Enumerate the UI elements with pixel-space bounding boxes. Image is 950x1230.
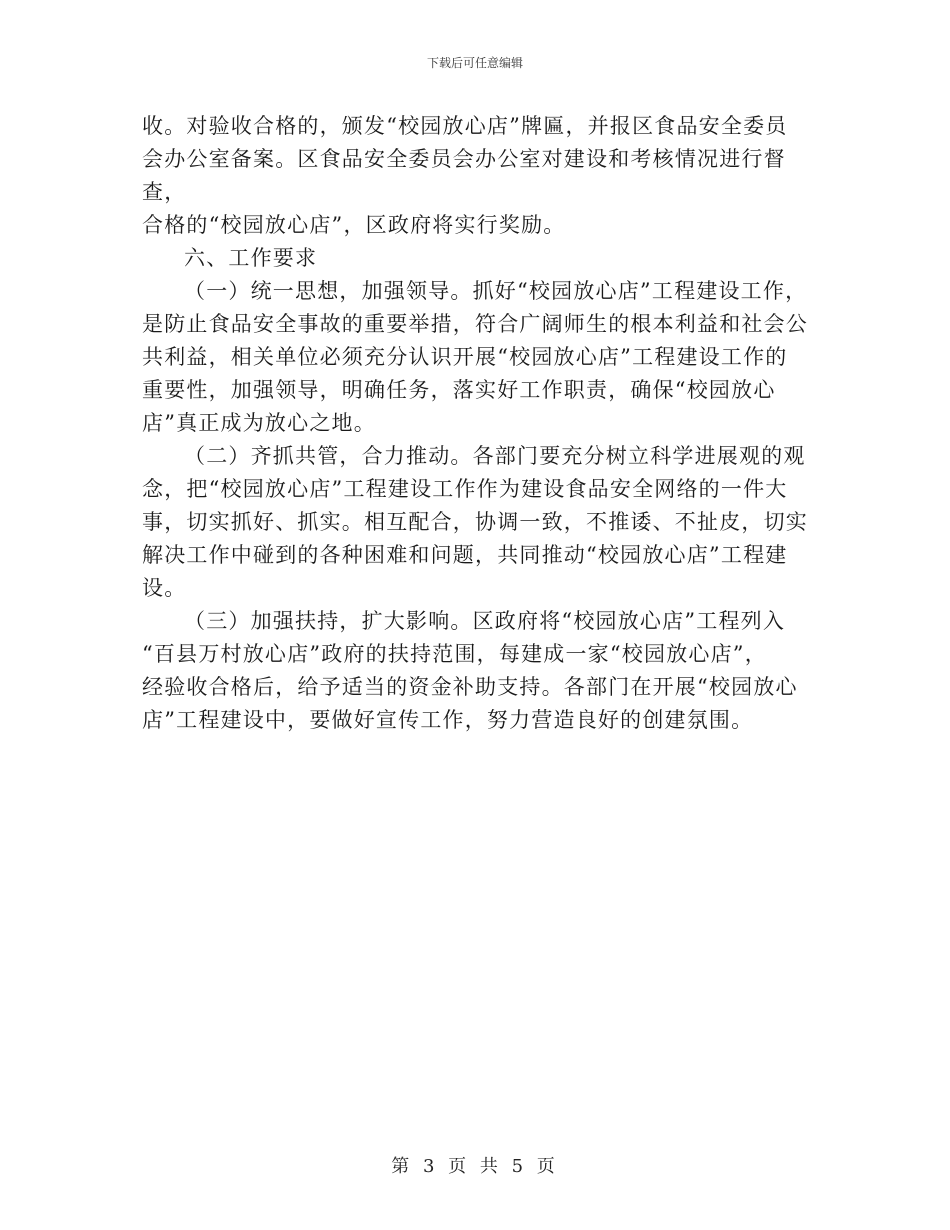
text-line: 事，切实抓好、抓实。相互配合，协调一致，不推诿、不扯皮，切实 [142, 510, 808, 534]
document-body [142, 110, 812, 737]
text-line: （一）统一思想，加强领导。抓好“校园放心店”工程建设工作， [184, 279, 808, 303]
text-line: 店”真正成为放心之地。 [142, 411, 376, 435]
text-line: “百县万村放心店”政府的扶持范围，每建成一家“校园放心店”， [142, 642, 767, 666]
text-line: （三）加强扶持，扩大影响。区政府将“校园放心店”工程列入 [184, 609, 786, 633]
text-line: 解决工作中碰到的各种困难和问题，共同推动“校园放心店”工程建 [142, 543, 788, 567]
page-header: 下载后可任意编辑 [426, 56, 523, 70]
paragraph-continuation [142, 110, 812, 242]
text-line: 收。对验收合格的，颁发“校园放心店”牌匾，并报区食品安全委员 [142, 114, 788, 138]
text-line: 重要性，加强领导，明确任务，落实好工作职责，确保“校园放心 [142, 378, 776, 402]
section-heading [142, 242, 812, 275]
text-line: 是防止食品安全事故的重要举措，符合广阔师生的根本利益和社会公 [142, 312, 808, 336]
section-heading-text: 六、工作要求 [184, 246, 318, 270]
text-line: 合格的“校园放心店”，区政府将实行奖励。 [142, 213, 566, 237]
text-line: （二）齐抓共管，合力推动。各部门要充分树立科学进展观的观 [184, 444, 806, 468]
text-line: 经验收合格后，给予适当的资金补助支持。各部门在开展“校园放心 [142, 675, 798, 699]
text-line: 念，把“校园放心店”工程建设工作作为建设食品安全网络的一件大 [142, 477, 788, 501]
text-line: 设。 [142, 576, 187, 600]
text-line: 店”工程建设中，要做好宣传工作，努力营造良好的创建氛围。 [142, 708, 754, 732]
paragraph-item-2 [142, 440, 812, 605]
paragraph-item-3 [142, 605, 812, 737]
paragraph-item-1 [142, 275, 812, 440]
text-line: 共利益，相关单位必须充分认识开展“校园放心店”工程建设工作的 [142, 345, 788, 369]
page-number-footer: 第 3 页 共 5 页 [391, 1156, 559, 1177]
text-line: 会办公室备案。区食品安全委员会办公室对建设和考核情况进行督查， [142, 147, 786, 204]
